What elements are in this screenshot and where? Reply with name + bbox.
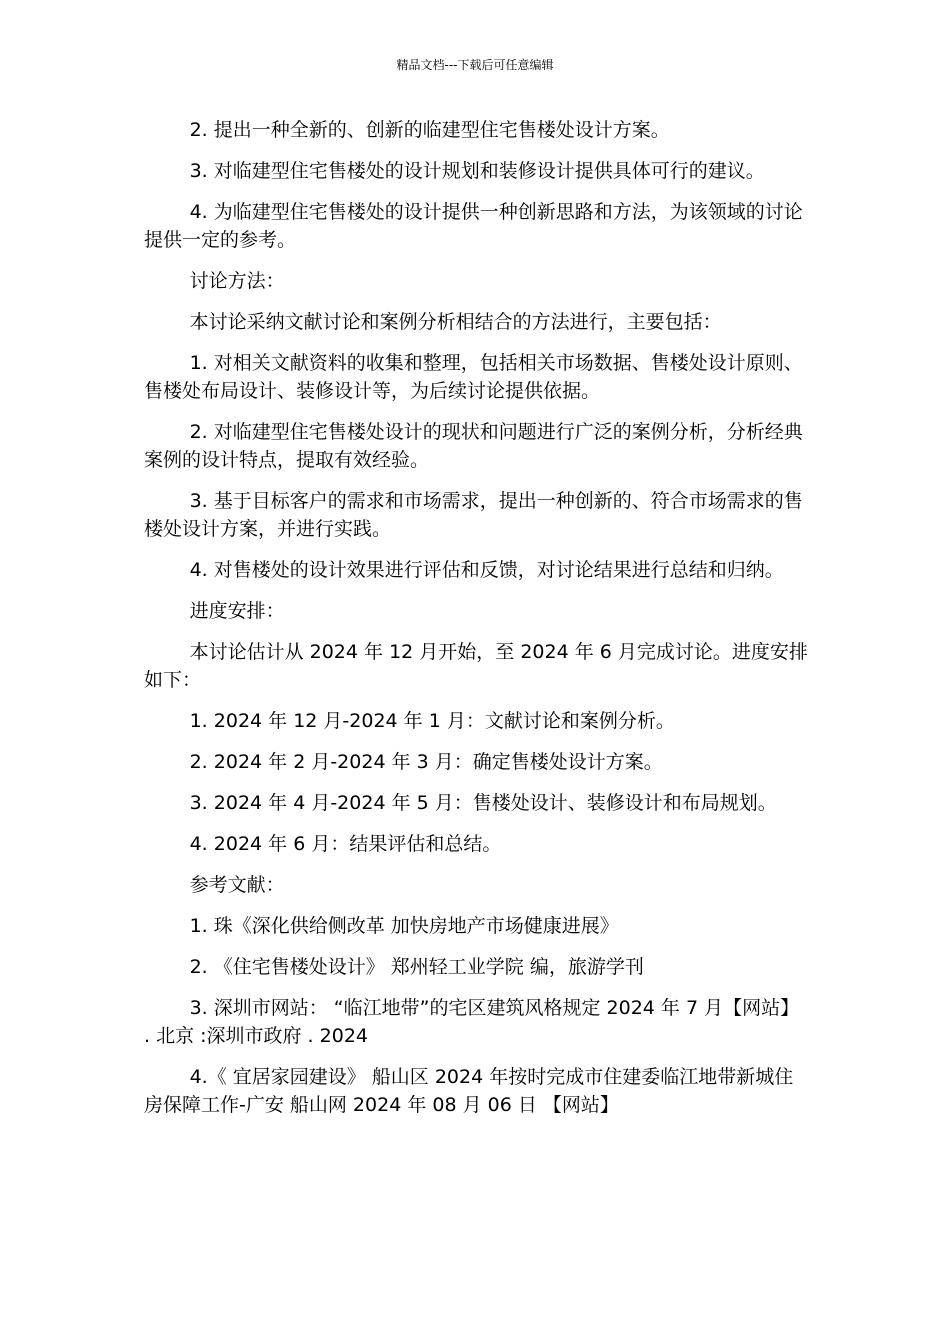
document-body bbox=[144, 116, 810, 1132]
paragraph-method-3: 3. 基于目标客户的需求和市场需求，提出一种创新的、符合市场需求的售楼处设计方案，并进行实践。 bbox=[144, 490, 803, 540]
paragraph-objective-4: 4. 为临建型住宅售楼处的设计提供一种创新思路和方法，为该领域的讨论提供一定的参考。 bbox=[144, 201, 803, 251]
paragraph-methods-intro: 本讨论采纳文献讨论和案例分析相结合的方法进行，主要包括： bbox=[189, 311, 722, 333]
page-header: 精品文档---下载后可任意编辑 bbox=[396, 58, 554, 72]
section-heading-methods: 讨论方法： bbox=[189, 270, 285, 292]
paragraph-schedule-intro: 本讨论估计从 2024 年 12 月开始，至 2024 年 6 月完成讨论。进度安排如下： bbox=[144, 641, 808, 691]
paragraph-method-4: 4. 对售楼处的设计效果进行评估和反馈，对讨论结果进行总结和归纳。 bbox=[189, 559, 784, 581]
paragraph-schedule-2: 2. 2024 年 2 月-2024 年 3 月：确定售楼处设计方案。 bbox=[189, 751, 663, 773]
paragraph-schedule-3: 3. 2024 年 4 月-2024 年 5 月：售楼处设计、装修设计和布局规划。 bbox=[189, 792, 777, 814]
reference-item-1: 1. 珠《深化供给侧改革 加快房地产市场健康进展》 bbox=[189, 915, 619, 937]
paragraph-objective-2: 2. 提出一种全新的、创新的临建型住宅售楼处设计方案。 bbox=[189, 119, 670, 141]
paragraph-method-1: 1. 对相关文献资料的收集和整理，包括相关市场数据、售楼处设计原则、售楼处布局设计、装修设计等，为后续讨论提供依据。 bbox=[144, 352, 803, 402]
paragraph-objective-3: 3. 对临建型住宅售楼处的设计规划和装修设计提供具体可行的建议。 bbox=[189, 160, 765, 182]
reference-item-3: 3. 深圳市网站： “临江地带”的宅区建筑风格规定 2024 年 7 月【网站】 . 北京 :深圳市政府 . 2024 bbox=[144, 997, 800, 1047]
reference-item-4: 4.《 宜居家园建设》 船山区 2024 年按时完成市住建委临江地带新城住房保障工作-广安 船山网 2024 年 08 月 06 日 【网站】 bbox=[144, 1066, 794, 1116]
reference-item-2: 2. 《住宅售楼处设计》 郑州轻工业学院 编，旅游学刊 bbox=[189, 956, 644, 978]
paragraph-method-2: 2. 对临建型住宅售楼处设计的现状和问题进行广泛的案例分析，分析经典案例的设计特点，提取有效经验。 bbox=[144, 421, 803, 471]
section-heading-references: 参考文献： bbox=[189, 874, 285, 896]
paragraph-schedule-4: 4. 2024 年 6 月：结果评估和总结。 bbox=[189, 833, 502, 855]
section-heading-schedule: 进度安排： bbox=[189, 600, 285, 622]
paragraph-schedule-1: 1. 2024 年 12 月-2024 年 1 月：文献讨论和案例分析。 bbox=[189, 710, 675, 732]
